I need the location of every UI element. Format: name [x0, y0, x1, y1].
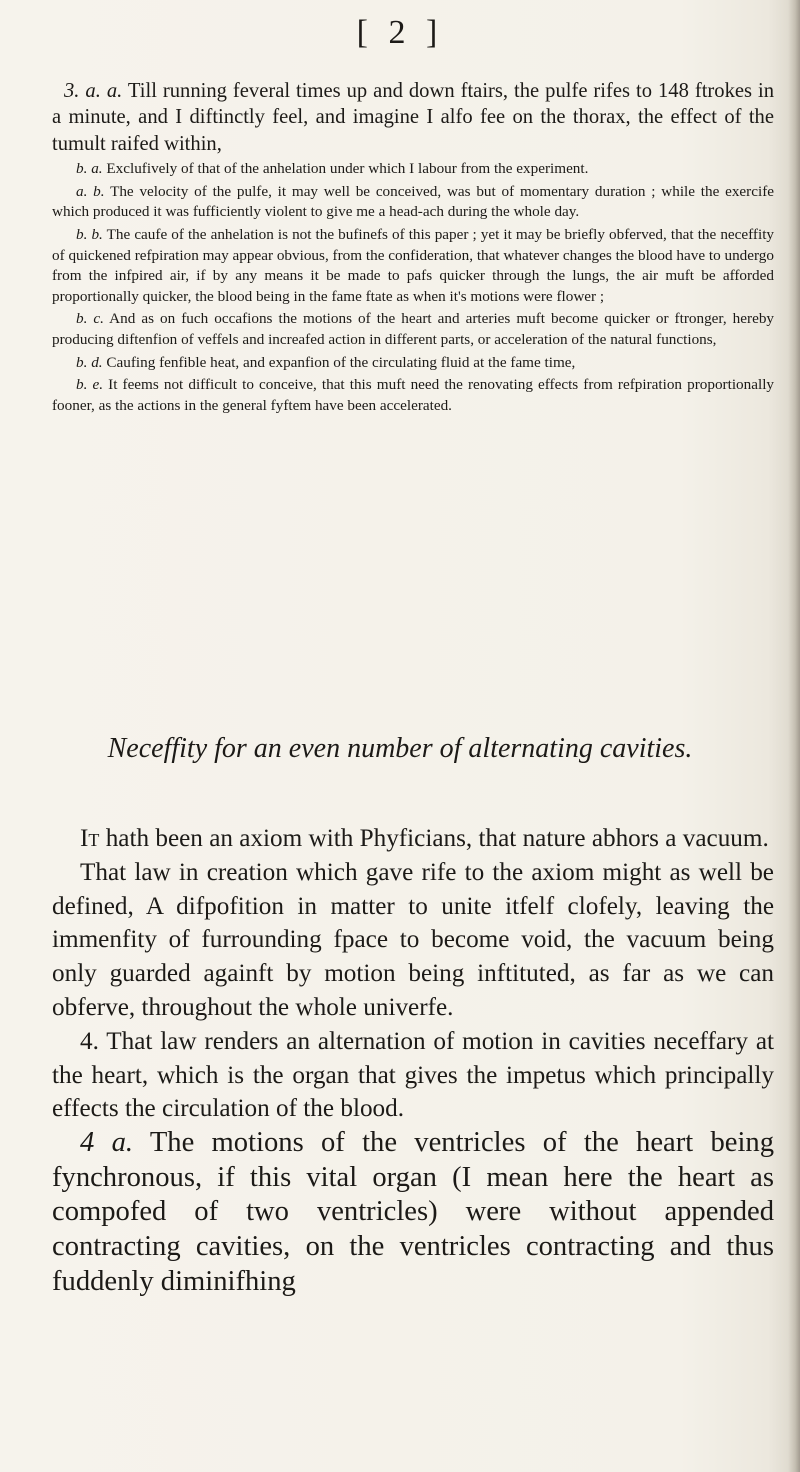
paragraph-label: 4 a.: [80, 1127, 134, 1159]
body-paragraph: [52, 1126, 774, 1299]
note-text: It feems not difficult to conceive, that this muft need the renovating effects from refpiration proportionally fooner, as the actions in the general fyftem have been accelerated.: [52, 376, 775, 414]
note-label: b. c.: [76, 310, 104, 328]
note-text: The velocity of the pulfe, it may well be conceived, was but of momentary duration ; while the exercife which produced it was fufficiently violent to give me a head-ach during the whole day.: [52, 182, 774, 221]
note-text: And as on fuch occafions the motions of the heart and arteries muft become quicker or ftronger, hereby producing diftenfion of veffels and increafed action in different parts, or acceleration of the natural functions,: [52, 310, 775, 348]
paragraph-text: 4. That law renders an alternation of motion in cavities neceffary at the heart, which is the organ that gives the impetus which principally effects the circulation of the blood.: [52, 1027, 774, 1123]
main-text-block: [52, 822, 774, 1299]
paragraph-text: hath been an axiom with Phyficians, that nature abhors a vacuum.: [99, 825, 769, 852]
note-paragraph: [52, 309, 774, 350]
body-paragraph: [52, 856, 774, 1025]
note-label: b. b.: [76, 226, 103, 243]
note-text: Exclufively of that of the anhelation under which I labour from the experiment.: [106, 160, 589, 178]
note-paragraph: [52, 182, 774, 223]
note-label: b. e.: [76, 376, 104, 394]
note-paragraph: [52, 375, 774, 416]
note-paragraph: [52, 225, 774, 307]
note-label: b. a.: [76, 160, 103, 178]
page-number-header: [ 2 ]: [356, 14, 444, 51]
note-text: Till running feveral times up and down ftairs, the pulfe rifes to 148 ftrokes in a minute, and I diftinctly feel, and imagine I alfo fee on the thorax, the effect of the tumult raifed within,: [52, 80, 775, 155]
footnotes-block: [52, 78, 774, 418]
body-paragraph: [52, 822, 774, 856]
section-heading: Neceffity for an even number of alternating cavities.: [107, 733, 693, 764]
paragraph-text: That law in creation which gave rife to the axiom might as well be defined, A difpofition in matter to unite itfelf clofely, leaving the immenfity of furrounding fpace to become void, the vacuum being only guarded againft by motion being inftituted, as far as we can obferve, throughout the whole univerfe.: [52, 858, 774, 1021]
paragraph-text: The motions of the ventricles of the heart being fynchronous, if this vital organ (I mean here the heart as compofed of two ventricles) were without appended contracting cavities, on the ventricles contracting and thus fuddenly diminifhing: [52, 1127, 775, 1297]
page-edge-shadow: [788, 0, 800, 1472]
note-text: Caufing fenfible heat, and expanfion of the circulating fluid at the fame time,: [106, 353, 576, 371]
note-text: The caufe of the anhelation is not the bufinefs of this paper ; yet it may be briefly obferved, that the neceffity of quickened refpiration may appear obvious, from the confideration, that whatever changes the blood have to undergo from the infpired air, if by any means it be made to pafs quicker through the lungs, the air muft be afforded proportionally quicker, the blood being in the fame ftate as when it's motions were flower ;: [52, 226, 775, 305]
body-paragraph: [52, 1025, 774, 1126]
note-paragraph: [52, 78, 774, 157]
paragraph-lead: It: [80, 825, 100, 852]
note-label: a. b.: [76, 182, 105, 200]
note-paragraph: [52, 353, 774, 374]
note-paragraph: [52, 159, 774, 180]
note-label: b. d.: [76, 353, 103, 371]
note-label: 3. a. a.: [64, 80, 123, 102]
